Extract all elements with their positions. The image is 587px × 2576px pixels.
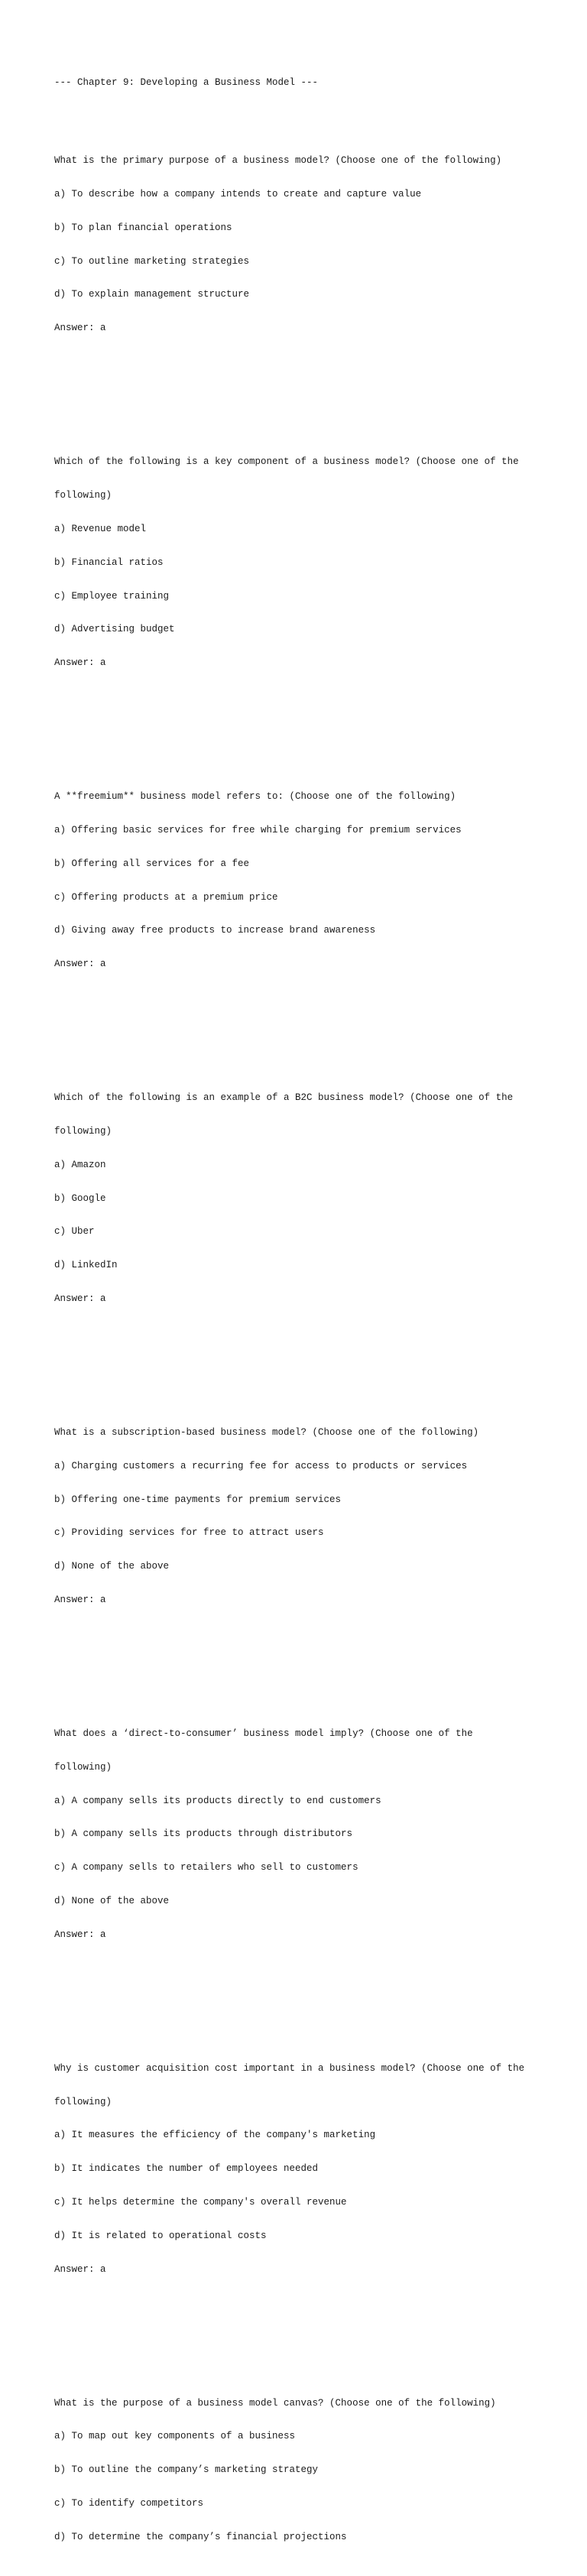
question-text: What is the primary purpose of a business model? (Choose one of the following) <box>54 155 502 167</box>
answer-option: d) Giving away free products to increase brand awareness <box>54 925 376 936</box>
question-text: following) <box>54 1761 112 1773</box>
document-page <box>54 55 551 2576</box>
question-block <box>54 1405 551 1628</box>
answer-option: b) Offering all services for a fee <box>54 858 250 869</box>
answer-option: a) Amazon <box>54 1159 106 1170</box>
answer-option: b) To plan financial operations <box>54 222 232 233</box>
question-block <box>54 2376 551 2565</box>
answer-option: c) A company sells to retailers who sell to customers <box>54 1862 358 1874</box>
question-text: A **freemium** business model refers to: (Choose one of the following) <box>54 791 456 803</box>
answer-key: Answer: a <box>54 1293 106 1304</box>
question-block <box>54 1706 551 1963</box>
question-block <box>54 769 551 992</box>
question-text: following) <box>54 2096 112 2107</box>
question-block <box>54 434 551 691</box>
answer-option: a) To map out key components of a business <box>54 2431 296 2442</box>
answer-key: Answer: a <box>54 657 106 669</box>
answer-option: d) It is related to operational costs <box>54 2230 267 2241</box>
answer-option: a) Charging customers a recurring fee for access to products or services <box>54 1460 468 1471</box>
question-text: What is the purpose of a business model canvas? (Choose one of the following) <box>54 2397 496 2409</box>
answer-key: Answer: a <box>54 323 106 334</box>
answer-option: d) To explain management structure <box>54 289 250 300</box>
answer-option: b) Offering one-time payments for premium services <box>54 1494 342 1505</box>
answer-option: c) Employee training <box>54 590 170 602</box>
answer-key: Answer: a <box>54 1594 106 1605</box>
answer-option: d) None of the above <box>54 1561 170 1572</box>
answer-option: b) Google <box>54 1192 106 1204</box>
answer-option: c) Uber <box>54 1226 95 1238</box>
answer-key: Answer: a <box>54 1929 106 1940</box>
answer-option: d) None of the above <box>54 1895 170 1906</box>
question-text: following) <box>54 490 112 501</box>
answer-option: b) A company sells its products through distributors <box>54 1828 353 1840</box>
answer-option: b) Financial ratios <box>54 556 164 568</box>
answer-option: d) LinkedIn <box>54 1260 118 1271</box>
answer-option: c) To outline marketing strategies <box>54 255 250 267</box>
question-text: Which of the following is an example of a B2C business model? (Choose one of the <box>54 1092 514 1104</box>
answer-option: c) Providing services for free to attract users <box>54 1527 324 1539</box>
answer-option: c) Offering products at a premium price <box>54 891 278 903</box>
question-text: Why is customer acquisition cost important in a business model? (Choose one of the <box>54 2062 525 2074</box>
answer-option: b) To outline the company’s marketing strategy <box>54 2464 319 2476</box>
answer-option: a) It measures the efficiency of the company's marketing <box>54 2130 376 2141</box>
answer-option: d) To determine the company’s financial projections <box>54 2531 347 2542</box>
question-block <box>54 133 551 356</box>
question-text: following) <box>54 1126 112 1137</box>
answer-option: c) To identify competitors <box>54 2498 204 2509</box>
answer-option: b) It indicates the number of employees needed <box>54 2163 319 2175</box>
answer-option: c) It helps determine the company's overall revenue <box>54 2197 347 2208</box>
answer-option: d) Advertising budget <box>54 624 175 635</box>
question-block <box>54 1070 551 1327</box>
question-text: What does a ‘direct-to-consumer’ business model imply? (Choose one of the <box>54 1728 473 1740</box>
answer-option: a) Offering basic services for free while charging for premium services <box>54 824 462 835</box>
question-text: What is a subscription-based business model? (Choose one of the following) <box>54 1427 479 1439</box>
answer-key: Answer: a <box>54 2263 106 2275</box>
answer-option: a) Revenue model <box>54 523 147 534</box>
answer-option: a) To describe how a company intends to create and capture value <box>54 189 422 200</box>
answer-option: a) A company sells its products directly to end customers <box>54 1795 381 1806</box>
question-block <box>54 2041 551 2298</box>
answer-key: Answer: a <box>54 959 106 970</box>
question-text: Which of the following is a key component of a business model? (Choose one of the <box>54 456 519 468</box>
chapter-heading: --- Chapter 9: Developing a Business Model --- <box>54 77 319 89</box>
